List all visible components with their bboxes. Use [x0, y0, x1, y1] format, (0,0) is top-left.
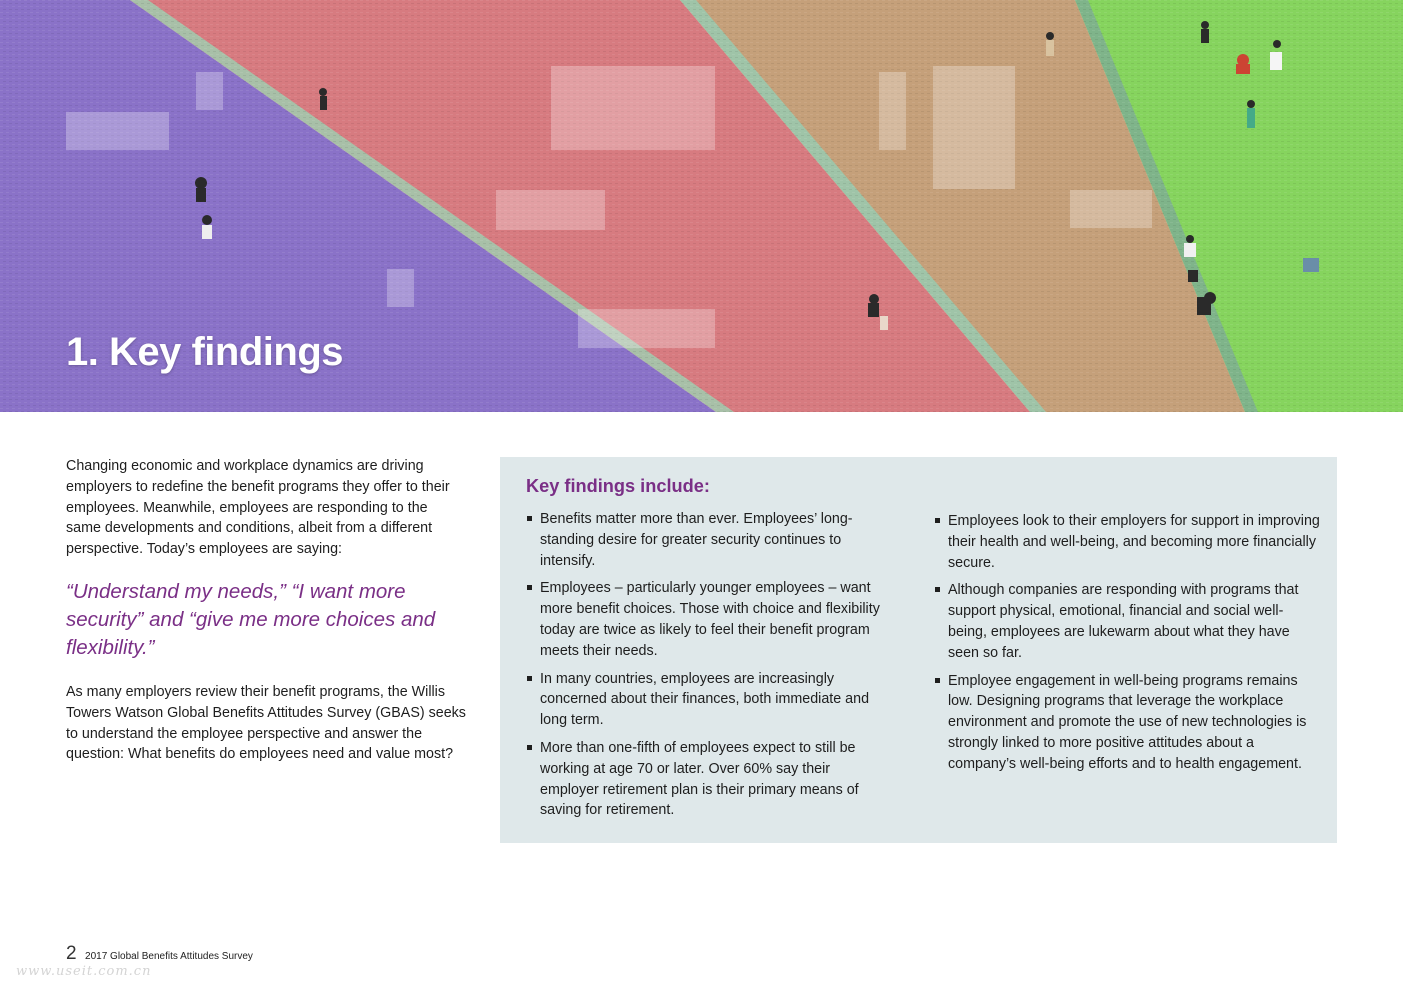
finding-item: [526, 738, 888, 821]
bullet-icon: [527, 676, 532, 681]
finding-text: Employee engagement in well-being programs remains low. Designing programs that leverage the workplace environment and promote the use of new technologies is strongly linked to more positive attitudes about a company’s well-being efforts and to health engagement.: [948, 672, 1307, 772]
hero-image: [0, 0, 1403, 412]
finding-text: Benefits matter more than ever. Employees’ long-standing desire for greater security continues to intensify.: [540, 511, 853, 569]
finding-text: Although companies are responding with programs that support physical, emotional, financial and social well-being, employees are lukewarm about what they have seen so far.: [948, 582, 1299, 661]
intro-paragraph: Changing economic and workplace dynamics are driving employers to redefine the benefit programs they offer to their employees. Meanwhile, employees are responding to the same developments and conditions, albeit from a different perspective. Today’s employees are saying:: [66, 458, 450, 558]
watermark: www.useit.com.cn: [16, 964, 152, 979]
finding-text: In many countries, employees are increasingly concerned about their finances, both immediate and long term.: [540, 670, 870, 729]
intro-column: [66, 456, 466, 765]
bullet-icon: [935, 518, 940, 523]
bullet-icon: [935, 678, 940, 683]
key-findings-box: [500, 457, 1337, 843]
page-footer: [66, 943, 253, 965]
findings-list-left: [526, 509, 888, 828]
finding-text: More than one-fifth of employees expect to still be working at age 70 or later. Over 60% say their employer retirement plan is their primary means of saving for retirement.: [540, 739, 859, 819]
finding-item: [526, 509, 888, 571]
bullet-icon: [527, 745, 532, 750]
finding-item: [934, 580, 1320, 663]
finding-item: [934, 511, 1320, 573]
page-title: 1. Key findings: [66, 330, 343, 374]
finding-item: [526, 578, 888, 661]
page-number: 2: [66, 943, 77, 964]
pull-quote: “Understand my needs,” “I want more security” and “give me more choices and flexibility.”: [66, 579, 436, 659]
finding-text: Employees – particularly younger employees – want more benefit choices. Those with choice and flexibility today are twice as likely to feel their benefit program meets their needs.: [540, 580, 880, 659]
finding-text: Employees look to their employers for support in improving their health and well-being, and becoming more financially secure.: [948, 513, 1320, 571]
intro-paragraph-2: As many employers review their benefit programs, the Willis Towers Watson Global Benefits Attitudes Survey (GBAS) seeks to understand the employee perspective and answer the question: What benefits do employees need and value most?: [66, 683, 466, 763]
publication-name: 2017 Global Benefits Attitudes Survey: [85, 951, 253, 962]
finding-item: [934, 671, 1320, 775]
findings-heading: Key findings include:: [526, 476, 710, 496]
bullet-icon: [935, 587, 940, 592]
bullet-icon: [527, 585, 532, 590]
bullet-icon: [527, 516, 532, 521]
finding-item: [526, 669, 888, 731]
findings-list-right: [934, 511, 1320, 782]
